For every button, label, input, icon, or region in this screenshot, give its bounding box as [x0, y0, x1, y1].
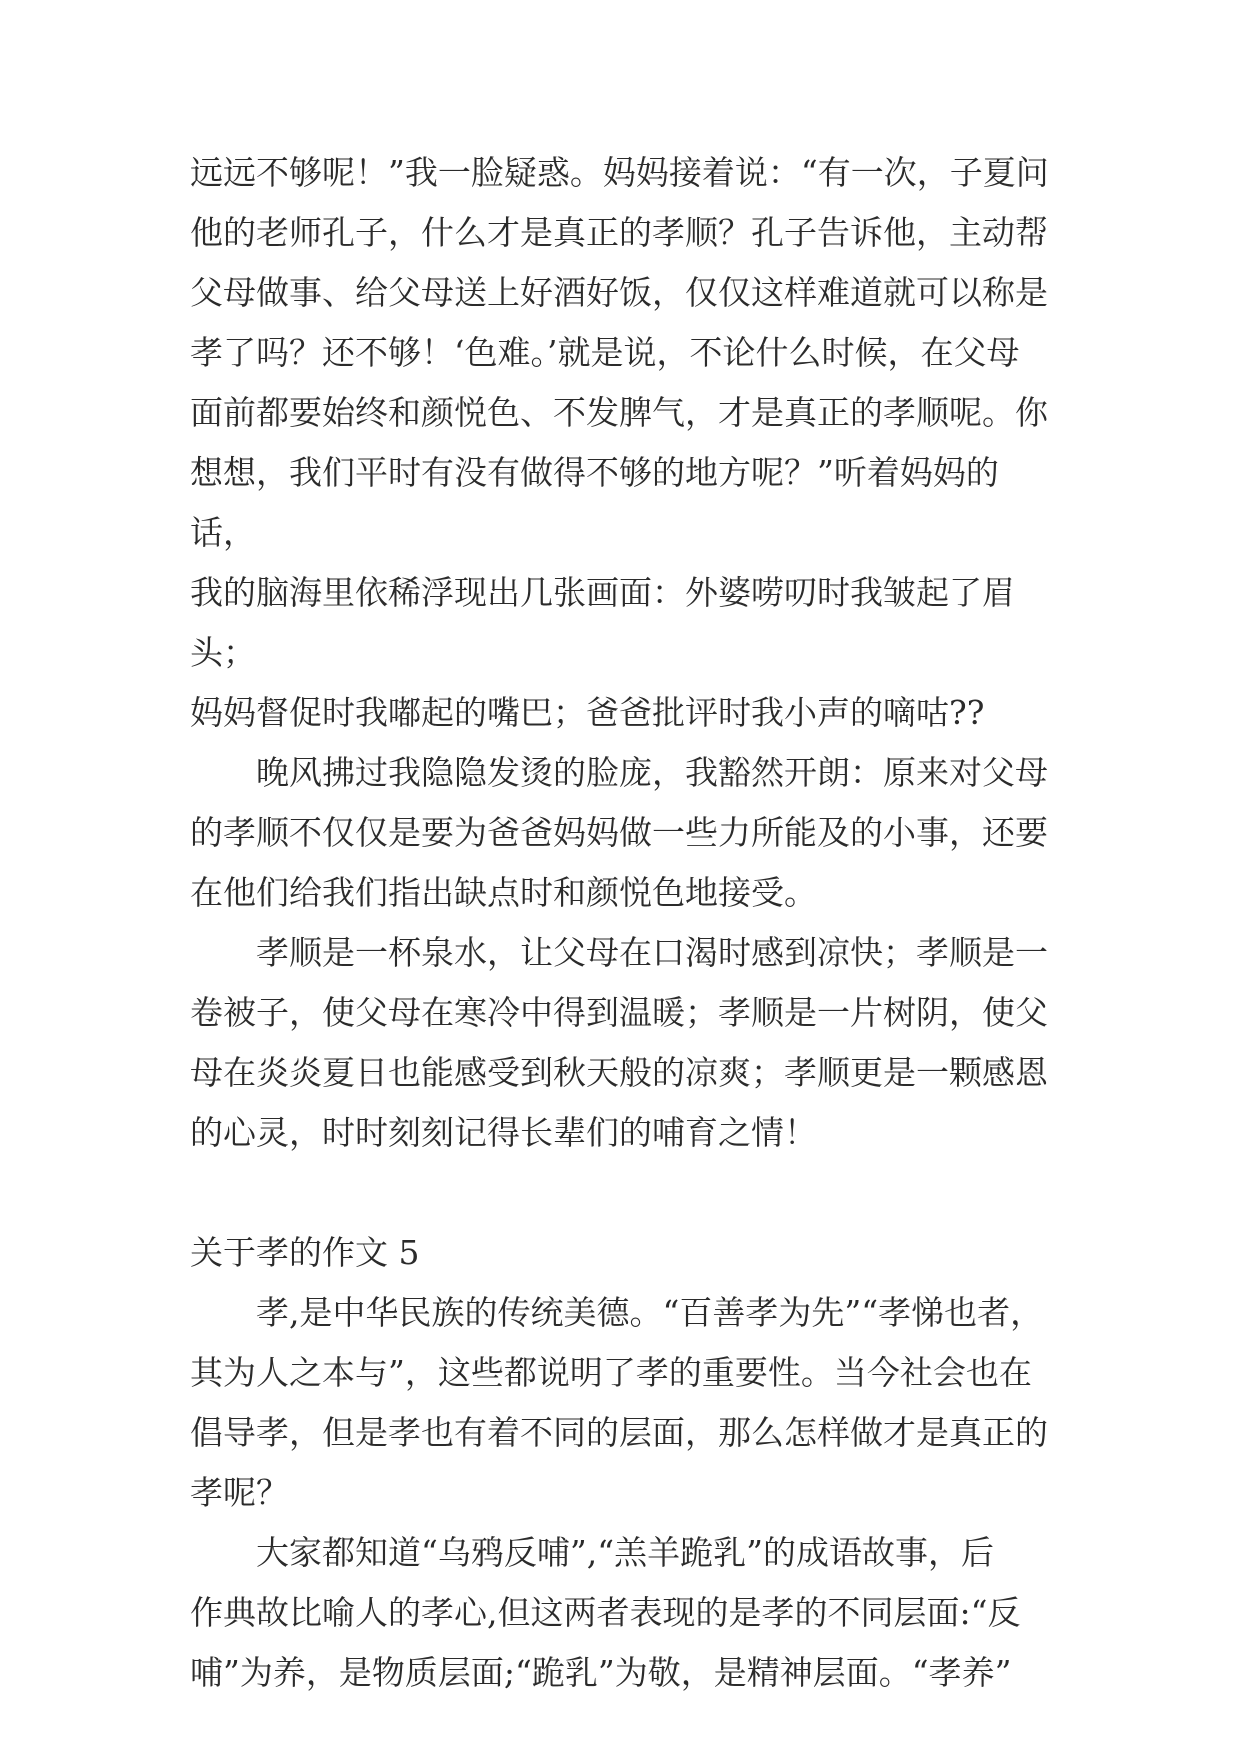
- paragraph-filial-metaphor: 孝顺是一杯泉水，让父母在口渴时感到凉快；孝顺是一 卷被子，使父母在寒冷中得到温暖；孝顺是一片树阴，使父 母在炎炎夏日也能感受到秋天般的凉爽；孝顺更是一颗感恩 的心灵，时时刻刻记得长辈们的哺育之情！: [190, 933, 1048, 1152]
- paragraph-dialogue: 远远不够呢！”我一脸疑惑。妈妈接着说：“有一次，子夏问 他的老师孔子，什么才是真正的孝顺？孔子告诉他，主动帮 父母做事、给父母送上好酒好饭，仅仅这样难道就可以称是 孝了吗？还不够！‘色难。’就是说，不论什么时候，在父母 面前都要始终和颜悦色、不发脾气，才是真正的孝顺呢。你 想想，我们平时有没有做得不够的地方呢？”听着妈妈的话， 我的脑海里依稀浮现出几张画面：外婆唠叨时我皱起了眉头； 妈妈督促时我嘟起的嘴巴；爸爸批评时我小声的嘀咕??: [190, 153, 1049, 732]
- document-body: [190, 143, 1060, 1703]
- paragraph-traditional-virtue: 孝,是中华民族的传统美德。“百善孝为先”“孝悌也者， 其为人之本与”，这些都说明了孝的重要性。当今社会也在 倡导孝，但是孝也有着不同的层面，那么怎样做才是真正的 孝呢？: [190, 1293, 1048, 1512]
- section-title: 关于孝的作文 5: [190, 1233, 420, 1272]
- paragraph-idiom-story: 大家都知道“乌鸦反哺”,“羔羊跪乳”的成语故事，后 作典故比喻人的孝心,但这两者表现的是孝的不同层面:“反 哺”为养，是物质层面;“跪乳”为敬，是精神层面。“孝养”: [190, 1533, 1021, 1692]
- paragraph-realization: 晚风拂过我隐隐发烫的脸庞，我豁然开朗：原来对父母 的孝顺不仅仅是要为爸爸妈妈做一些力所能及的小事，还要 在他们给我们指出缺点时和颜悦色地接受。: [190, 753, 1048, 912]
